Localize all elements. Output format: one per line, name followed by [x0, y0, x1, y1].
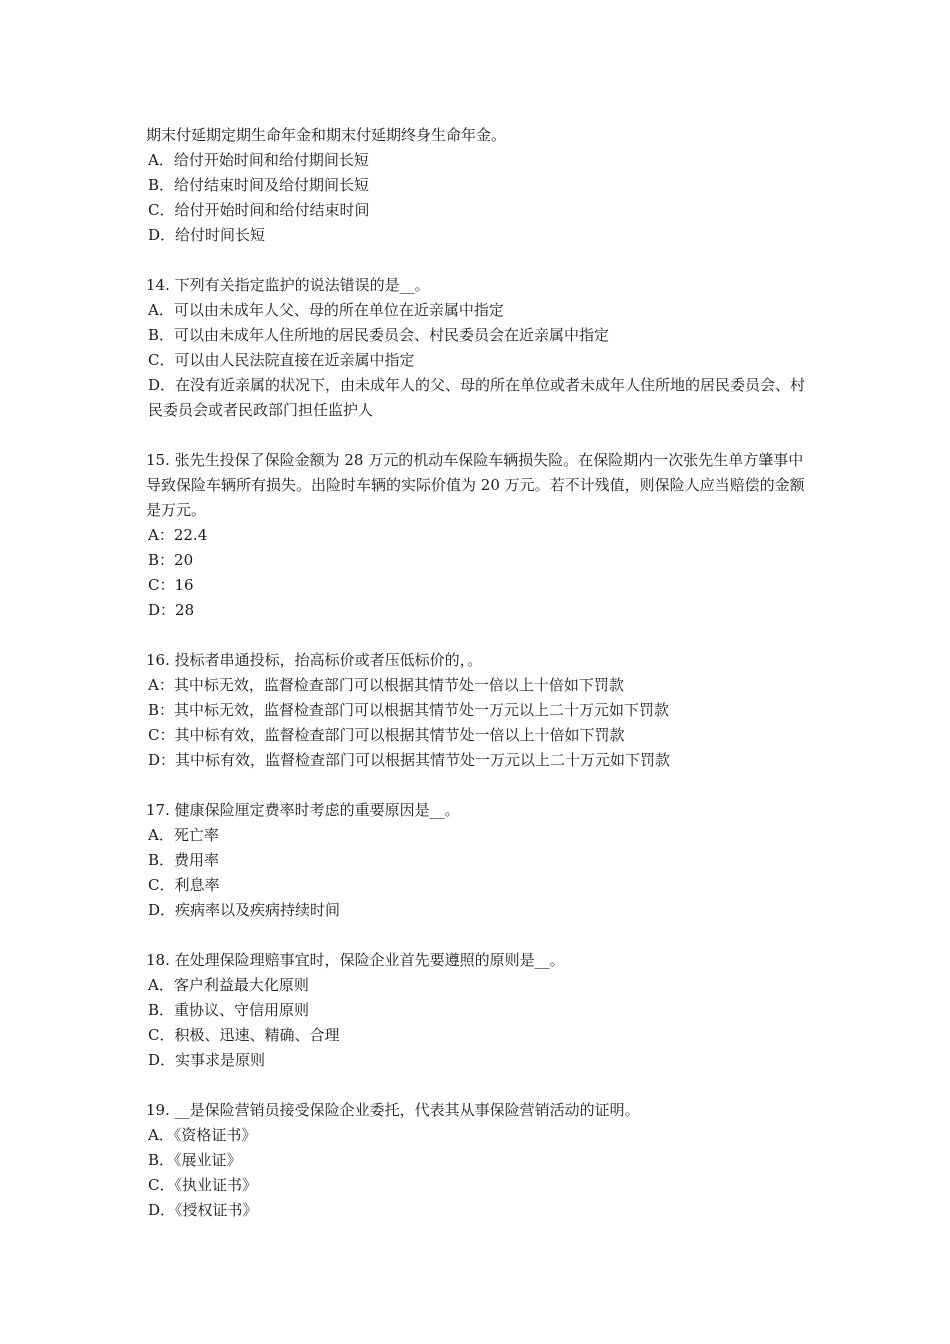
- option-d: D．给付时间长短: [148, 226, 266, 244]
- option-c: C．给付开始时间和给付结束时间: [148, 201, 370, 219]
- option-a: A．死亡率: [148, 826, 219, 844]
- option-b: B．费用率: [148, 851, 220, 869]
- option-a: A．《资格证书》: [148, 1126, 257, 1144]
- question-15: [146, 448, 816, 623]
- question-stem: 15. 张先生投保了保险金额为 28 万元的机动车保险车辆损失险。在保险期内一次张先生单方肇事中导致保险车辆所有损失。出险时车辆的实际价值为 20 万元。若不计残值，则保险人应当赔偿的金额是万元。: [146, 451, 805, 519]
- question-19: [146, 1098, 816, 1223]
- option-b: B：其中标无效，监督检查部门可以根据其情节处一万元以上二十万元如下罚款: [148, 701, 670, 719]
- option-c: C．《执业证书》: [148, 1176, 257, 1194]
- option-a: A．客户利益最大化原则: [148, 976, 309, 994]
- option-c: C．可以由人民法院直接在近亲属中指定: [148, 351, 415, 369]
- question-stem: 18. 在处理保险理赔事宜时，保险企业首先要遵照的原则是__。: [146, 951, 565, 969]
- question-stem: 19. __是保险营销员接受保险企业委托，代表其从事保险营销活动的证明。: [146, 1101, 640, 1119]
- option-b: B．《展业证》: [148, 1151, 242, 1169]
- question-14: [146, 273, 816, 423]
- option-d: D：其中标有效，监督检查部门可以根据其情节处一万元以上二十万元如下罚款: [148, 751, 671, 769]
- document-page: [146, 123, 816, 1223]
- question-17: [146, 798, 816, 923]
- option-b: B：20: [148, 551, 194, 569]
- option-c: C：其中标有效，监督检查部门可以根据其情节处一倍以上十倍如下罚款: [148, 726, 625, 744]
- option-a: A：22.4: [148, 526, 208, 544]
- option-d: D．《授权证书》: [148, 1201, 258, 1219]
- option-b: B．可以由未成年人住所地的居民委员会、村民委员会在近亲属中指定: [148, 326, 610, 344]
- option-b: B．重协议、守信用原则: [148, 1001, 310, 1019]
- option-c: C．利息率: [148, 876, 220, 894]
- question-16: [146, 648, 816, 773]
- option-c: C．积极、迅速、精确、合理: [148, 1026, 340, 1044]
- question-stem-continuation: 期末付延期定期生命年金和期末付延期终身生命年金。: [146, 126, 507, 144]
- option-a: A．给付开始时间和给付期间长短: [148, 151, 369, 169]
- option-b: B．给付结束时间及给付期间长短: [148, 176, 370, 194]
- option-d: D．实事求是原则: [148, 1051, 266, 1069]
- option-c: C：16: [148, 576, 194, 594]
- question-stem: 14. 下列有关指定监护的说法错误的是__。: [146, 276, 430, 294]
- question-18: [146, 948, 816, 1073]
- option-a: A．可以由未成年人父、母的所在单位在近亲属中指定: [148, 301, 504, 319]
- question-stem: 17. 健康保险厘定费率时考虑的重要原因是__。: [146, 801, 460, 819]
- option-d: D．在没有近亲属的状况下，由未成年人的父、母的所在单位或者未成年人住所地的居民委员会、村民委员会或者民政部门担任监护人: [148, 376, 806, 419]
- option-a: A：其中标无效，监督检查部门可以根据其情节处一倍以上十倍如下罚款: [148, 676, 624, 694]
- question-stem: 16. 投标者串通投标，抬高标价或者压低标价的，。: [146, 651, 483, 669]
- option-d: D：28: [148, 601, 195, 619]
- option-d: D．疾病率以及疾病持续时间: [148, 901, 341, 919]
- intro-block: [146, 123, 816, 248]
